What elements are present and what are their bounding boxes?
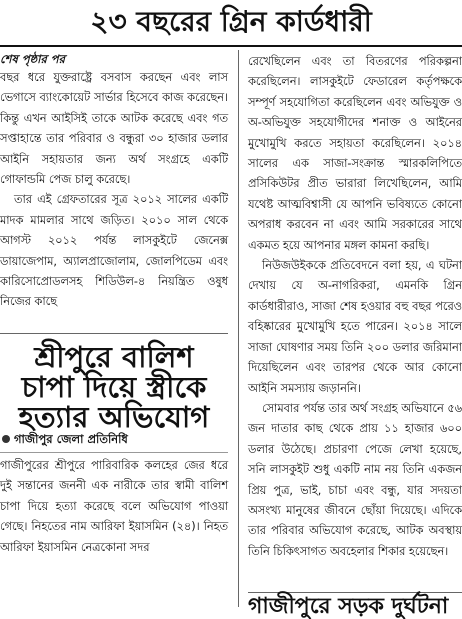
- story-headline-line-1: শ্রীপুরে বালিশ: [34, 340, 194, 374]
- byline-rule: [0, 452, 228, 453]
- story-separator: [0, 333, 228, 334]
- story-headline-line-2: চাপা দিয়ে স্ত্রীকে: [21, 370, 207, 404]
- article-paragraph: রেখেছিলেন এবং তা বিতরণের পরিকল্পনা করেছিলেন। লাসকুইটে ফেডারেল কর্তৃপক্ষকে সম্পূর্ণ সহযোগিতা করেছিলেন এবং অভিযুক্ত ও অ-অভিযুক্ত সহযোগীদের শনাক্ত ও আইনের মুখোমুখি করতে সহায়তা করেছিলেন। ২০১৪ সালের এক সাজা-সংক্রান্ত স্মারকলিপিতে প্রসিকিউটর প্রীত ভারারা লিখেছিলেন, আমি যথেষ্ট আত্মবিশ্বাসী যে আপনি ভবিষ্যতে কোনো অপরাধ করবেন না এবং আমি সরকারের সাথে একমত হয়ে আপনার মঙ্গল কামনা করছি।: [248, 55, 462, 252]
- byline: [0, 430, 228, 448]
- column-divider: [238, 50, 239, 607]
- second-story-body: [0, 456, 228, 607]
- article-paragraph: বছর ধরে যুক্তরাষ্ট্রে বসবাস করছেন এবং লাস ভেগাসে ব্যাংকোয়েট সার্ভার হিসেবে কাজ করেছেন। কিন্তু এখন আইসিই তাকে আটক করেছে এবং গত সপ্তাহান্তে তার পরিবার ও বন্ধুরা ৩০ হাজার ডলার আইনি সহায়তার জন্য অর্থ সংগ্রহে একটি গোফান্ডমি পেজ চালু করেছে।: [0, 71, 228, 187]
- main-headline: ২৩ বছরের গ্রিন কার্ডধারী: [90, 5, 372, 38]
- bottom-story-rule: [248, 592, 462, 593]
- cut-off-headline: গাজীপুরে সড়ক দুর্ঘটনা: [248, 594, 449, 619]
- article-paragraph: তার এই গ্রেফতারের সূত্র ২০১২ সালের একটি মাদক মামলার সাথে জড়িত। ২০১০ সাল থেকে আগস্ট ২০১২ পর্যন্ত লাসকুইটে জেনেক্স ডায়াজেপাম, অ্যালপ্রাজোলাম, জোলপিডেম এবং কারিসোপ্রোডলসহ শিডিউল-৪ নিয়ন্ত্রিত ওষুধ নিজের কাছে: [0, 193, 228, 309]
- right-column-article: [248, 52, 462, 592]
- headline-rule: [0, 45, 462, 47]
- article-paragraph: সোমবার পর্যন্ত তার অর্থ সংগ্রহ অভিযানে ৫৬ জন দাতার কাছ থেকে প্রায় ১১ হাজার ৬০০ ডলার উঠেছে। প্রচারণা পেজে লেখা হয়েছে, সনি লাসকুইট শুধু একটি নাম নয় তিনি একজন প্রিয় পুত্র, ভাই, চাচা এবং বন্ধু, যার সদয়তা অসংখ্য মানুষের জীবনে ছোঁয়া দিয়েছে। এদিকে তার পরিবার অভিযোগ করেছে, আটক অবস্থায় তিনি চিকিৎসাগত অবহেলার শিকার হয়েছেন।: [248, 401, 462, 558]
- byline-text: গাজীপুর জেলা প্রতিনিধি: [14, 432, 128, 446]
- story-headline-line-3: হত্যার অভিযোগ: [18, 400, 210, 434]
- bullet-icon: [2, 435, 10, 443]
- continuation-label: শেষ পৃষ্ঠার পর: [0, 52, 65, 66]
- left-column-article: [0, 50, 228, 332]
- article-paragraph: নিউজউইককে প্রতিবেদনে বলা হয়, এ ঘটনা দেখায় যে অ-নাগরিকরা, এমনকি গ্রিন কার্ডধারীরাও, সাজা শেষ হওয়ার বহু বছর পরেও বহিষ্কারের মুখোমুখি হতে পারেন। ২০১৪ সালে সাজা ঘোষণার সময় তিনি ২০০ ডলার জরিমানা দিয়েছিলেন এবং তারপর থেকে আর কোনো আইনি সমস্যায় জড়াননি।: [248, 259, 462, 395]
- article-paragraph: গাজীপুরের শ্রীপুরে পারিবারিক কলহের জের ধরে দুই সন্তানের জননী এক নারীকে তার স্বামী বালিশ চাপা দিয়ে হত্যা করেছে বলে অভিযোগ পাওয়া গেছে। নিহতের নাম আরিফা ইয়াসমিন (২৪)। নিহত আরিফা ইয়াসমিন নেত্রকোনা সদর: [0, 459, 228, 554]
